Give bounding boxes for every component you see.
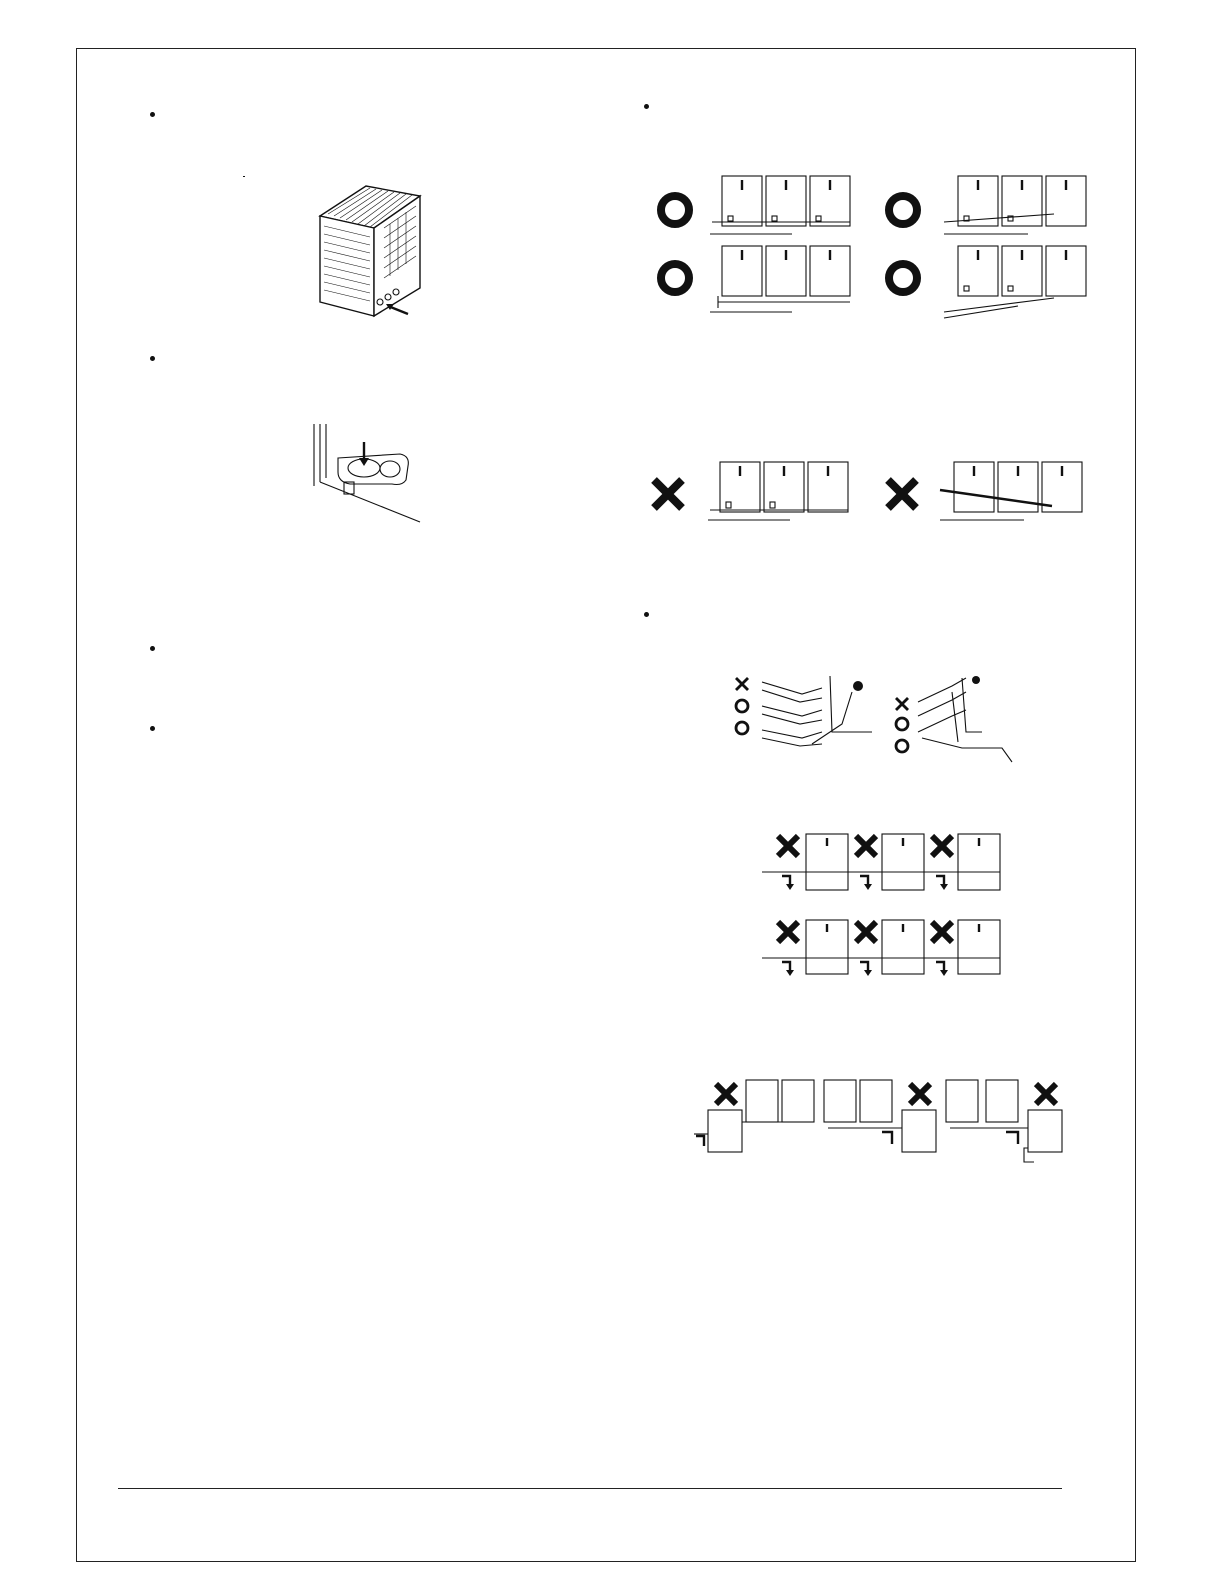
bullet-left-3 <box>150 646 155 651</box>
bullet-left-4 <box>150 726 155 731</box>
wrong-mark-2 <box>888 480 916 508</box>
bullet-left-2 <box>150 356 155 361</box>
wrong-mark-row2-b <box>856 922 876 942</box>
outdoor-unit-figure <box>310 176 430 326</box>
small-correct-mark-4 <box>896 740 908 752</box>
wrong-mark-row2-c <box>932 922 952 942</box>
correct-mark-3 <box>889 196 917 224</box>
bullet-right-2 <box>644 612 649 617</box>
small-correct-mark-2 <box>736 722 748 734</box>
bullet-left-1 <box>150 112 155 117</box>
wrong-mark-row1-a <box>778 836 798 856</box>
wrong-mark-h3 <box>1036 1084 1056 1104</box>
small-wrong-mark-1 <box>736 678 748 690</box>
bullet-right-1 <box>644 104 649 109</box>
small-correct-mark-1 <box>736 700 748 712</box>
small-wrong-mark-2 <box>896 698 908 710</box>
correct-piping-figure <box>650 170 1100 330</box>
wrong-mark-row1-b <box>856 836 876 856</box>
outdoor-unit-icon <box>310 176 430 326</box>
branch-joint-figure <box>732 672 1022 772</box>
wrong-mark-1 <box>654 480 682 508</box>
small-correct-mark-3 <box>896 718 908 730</box>
footer-rule <box>118 1488 1062 1489</box>
pipe-knockout-icon <box>310 424 420 524</box>
correct-mark-2 <box>661 264 689 292</box>
height-difference-figure <box>694 1078 1064 1168</box>
wrong-mark-h1 <box>716 1084 736 1104</box>
correct-piping-diagram <box>650 170 1100 330</box>
oil-trap-diagram <box>758 828 1018 988</box>
pipe-knockout-figure <box>310 424 420 524</box>
branch-joint-diagram <box>732 672 1022 772</box>
height-difference-diagram <box>694 1078 1064 1168</box>
wrong-piping-figure <box>648 458 1098 528</box>
wrong-mark-h2 <box>910 1084 930 1104</box>
speck <box>243 176 245 177</box>
oil-trap-figure <box>758 828 1018 988</box>
wrong-mark-row2-a <box>778 922 798 942</box>
correct-mark-4 <box>889 264 917 292</box>
correct-mark-1 <box>661 196 689 224</box>
wrong-mark-row1-c <box>932 836 952 856</box>
wrong-piping-diagram <box>648 458 1098 528</box>
